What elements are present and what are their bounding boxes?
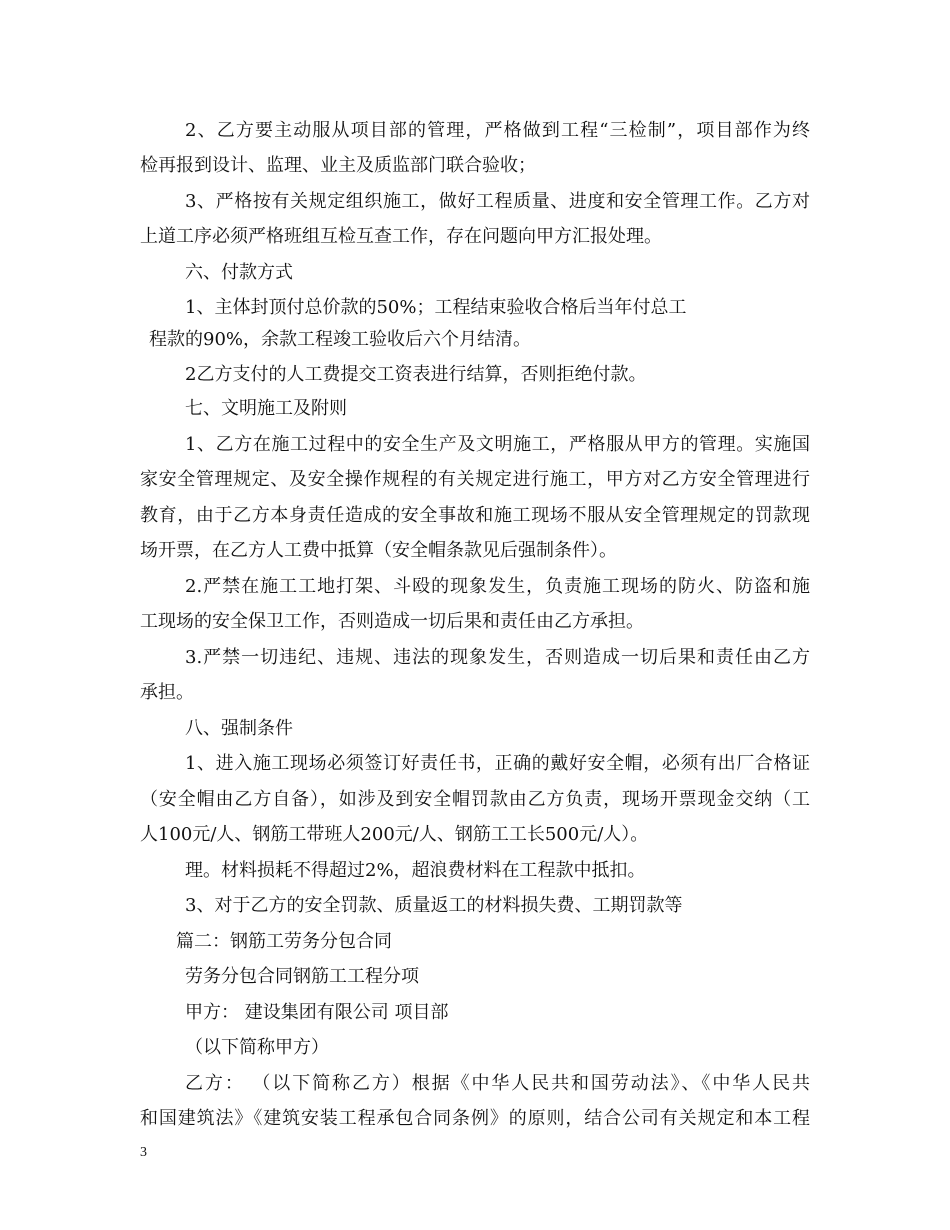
paragraph-line: 家安全管理规定、及安全操作规程的有关规定进行施工，甲方对乙方安全管理进行 [140, 469, 810, 490]
paragraph-line: 检再报到设计、监理、业主及质监部门联合验收； [140, 155, 536, 176]
paragraph-line: （安全帽由乙方自备），如涉及到安全帽罚款由乙方负责，现场开票现金交纳（工 [140, 789, 810, 810]
paragraph-line: 3、严格按有关规定组织施工，做好工程质量、进度和安全管理工作。乙方对 [185, 191, 810, 212]
paragraph-line: 3.严禁一切违纪、违规、违法的现象发生，否则造成一切后果和责任由乙方 [185, 647, 810, 668]
party-b-line: 乙方： （以下简称乙方）根据《中华人民共和国劳动法》、《中华人民共 [185, 1073, 810, 1094]
paragraph-line: 承担。 [140, 682, 194, 703]
paragraph-line: 教育，由于乙方本身责任造成的安全事故和施工现场不服从安全管理规定的罚款现 [140, 505, 810, 526]
article-title: 篇二：钢筋工劳务分包合同 [176, 931, 392, 952]
party-a-line: 甲方： 建设集团有限公司 项目部 [185, 1002, 449, 1023]
section-heading: 六、付款方式 [185, 262, 293, 283]
paragraph-line: 人100元/人、钢筋工带班人200元/人、钢筋工工长500元/人）。 [140, 824, 649, 845]
paragraph-line: 劳务分包合同钢筋工工程分项 [185, 966, 419, 987]
paragraph-line: 1、乙方在施工过程中的安全生产及文明施工，严格服从甲方的管理。实施国 [185, 434, 810, 455]
paragraph-line: 1、主体封顶付总价款的50%；工程结束验收合格后当年付总工 [185, 297, 687, 318]
paragraph-line: 2、乙方要主动服从项目部的管理，严格做到工程“三检制”，项目部作为终 [185, 120, 810, 141]
paragraph-line: 3、对于乙方的安全罚款、质量返工的材料损失费、工期罚款等 [185, 895, 683, 916]
paragraph-line: 1、进入施工现场必须签订好责任书，正确的戴好安全帽，必须有出厂合格证 [185, 753, 810, 774]
paragraph-line: 2乙方支付的人工费提交工资表进行结算，否则拒绝付款。 [185, 364, 647, 385]
paragraph-line: 上道工序必须严格班组互检互查工作，存在问题向甲方汇报处理。 [140, 226, 662, 247]
paragraph-line: 和国建筑法》《建筑安装工程承包合同条例》的原则，结合公司有关规定和本工程 [140, 1108, 810, 1129]
paragraph-line: 工现场的安全保卫工作，否则造成一切后果和责任由乙方承担。 [140, 611, 644, 632]
page-number: 3 [140, 1145, 147, 1160]
paragraph-line: 程款的90%，余款工程竣工验收后六个月结清。 [149, 329, 532, 350]
paragraph-line: 理。材料损耗不得超过2%，超浪费材料在工程款中抵扣。 [185, 860, 646, 881]
section-heading: 七、文明施工及附则 [185, 398, 347, 419]
paragraph-line: 2.严禁在施工工地打架、斗殴的现象发生，负责施工现场的防火、防盗和施 [185, 576, 810, 597]
paragraph-line: （以下简称甲方） [185, 1037, 329, 1058]
section-heading: 八、强制条件 [185, 718, 293, 739]
paragraph-line: 场开票，在乙方人工费中抵算（安全帽条款见后强制条件）。 [140, 540, 617, 561]
